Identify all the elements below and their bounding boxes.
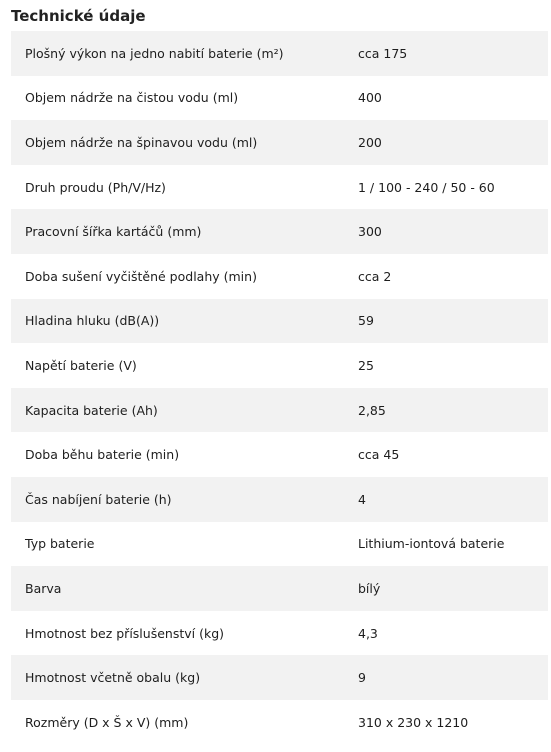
spec-row: [11, 477, 548, 522]
spec-value: Lithium-iontová baterie: [358, 536, 505, 552]
spec-row: [11, 299, 548, 344]
spec-label: Druh proudu (Ph/V/Hz): [25, 179, 166, 195]
spec-label: Objem nádrže na čistou vodu (ml): [25, 90, 239, 106]
spec-row: [11, 254, 548, 299]
spec-label: Rozměry (D x Š x V) (mm): [25, 714, 189, 730]
spec-value: cca 175: [358, 45, 408, 61]
spec-label: Hladina hluku (dB(A)): [25, 313, 160, 329]
spec-label: Doba sušení vyčištěné podlahy (min): [25, 268, 257, 284]
spec-table: [11, 31, 548, 745]
spec-row: [11, 31, 548, 76]
spec-row: [11, 388, 548, 433]
spec-label: Typ baterie: [25, 536, 95, 552]
spec-value: 59: [358, 313, 374, 329]
spec-label: Napětí baterie (V): [25, 357, 137, 373]
spec-label: Barva: [25, 580, 62, 596]
spec-label: Pracovní šířka kartáčů (mm): [25, 224, 202, 240]
spec-row: [11, 432, 548, 477]
spec-row: [11, 700, 548, 745]
spec-row: [11, 566, 548, 611]
spec-row: [11, 165, 548, 210]
spec-value: bílý: [358, 580, 381, 596]
spec-value: cca 45: [358, 447, 400, 463]
spec-row: [11, 655, 548, 700]
spec-table-body: [11, 31, 548, 745]
spec-row: [11, 76, 548, 121]
spec-row: [11, 120, 548, 165]
spec-value: 25: [358, 357, 374, 373]
spec-label: Čas nabíjení baterie (h): [25, 491, 172, 507]
spec-value: 310 x 230 x 1210: [358, 714, 469, 730]
spec-label: Kapacita baterie (Ah): [25, 402, 158, 418]
spec-value: 4,3: [358, 625, 378, 641]
spec-row: [11, 209, 548, 254]
spec-value: cca 2: [358, 268, 392, 284]
spec-value: 300: [358, 224, 382, 240]
spec-row: [11, 522, 548, 567]
spec-label: Plošný výkon na jedno nabití baterie (m²): [25, 45, 284, 61]
spec-value: 400: [358, 90, 382, 106]
spec-value: 200: [358, 134, 382, 150]
spec-label: Doba běhu baterie (min): [25, 447, 180, 463]
spec-row: [11, 343, 548, 388]
spec-label: Objem nádrže na špinavou vodu (ml): [25, 134, 258, 150]
spec-value: 4: [358, 491, 366, 507]
spec-value: 2,85: [358, 402, 386, 418]
spec-label: Hmotnost včetně obalu (kg): [25, 670, 201, 686]
spec-value: 9: [358, 670, 366, 686]
spec-row: [11, 611, 548, 656]
spec-value: 1 / 100 - 240 / 50 - 60: [358, 179, 495, 195]
section-title: Technické údaje: [11, 7, 146, 25]
spec-label: Hmotnost bez příslušenství (kg): [25, 625, 225, 641]
